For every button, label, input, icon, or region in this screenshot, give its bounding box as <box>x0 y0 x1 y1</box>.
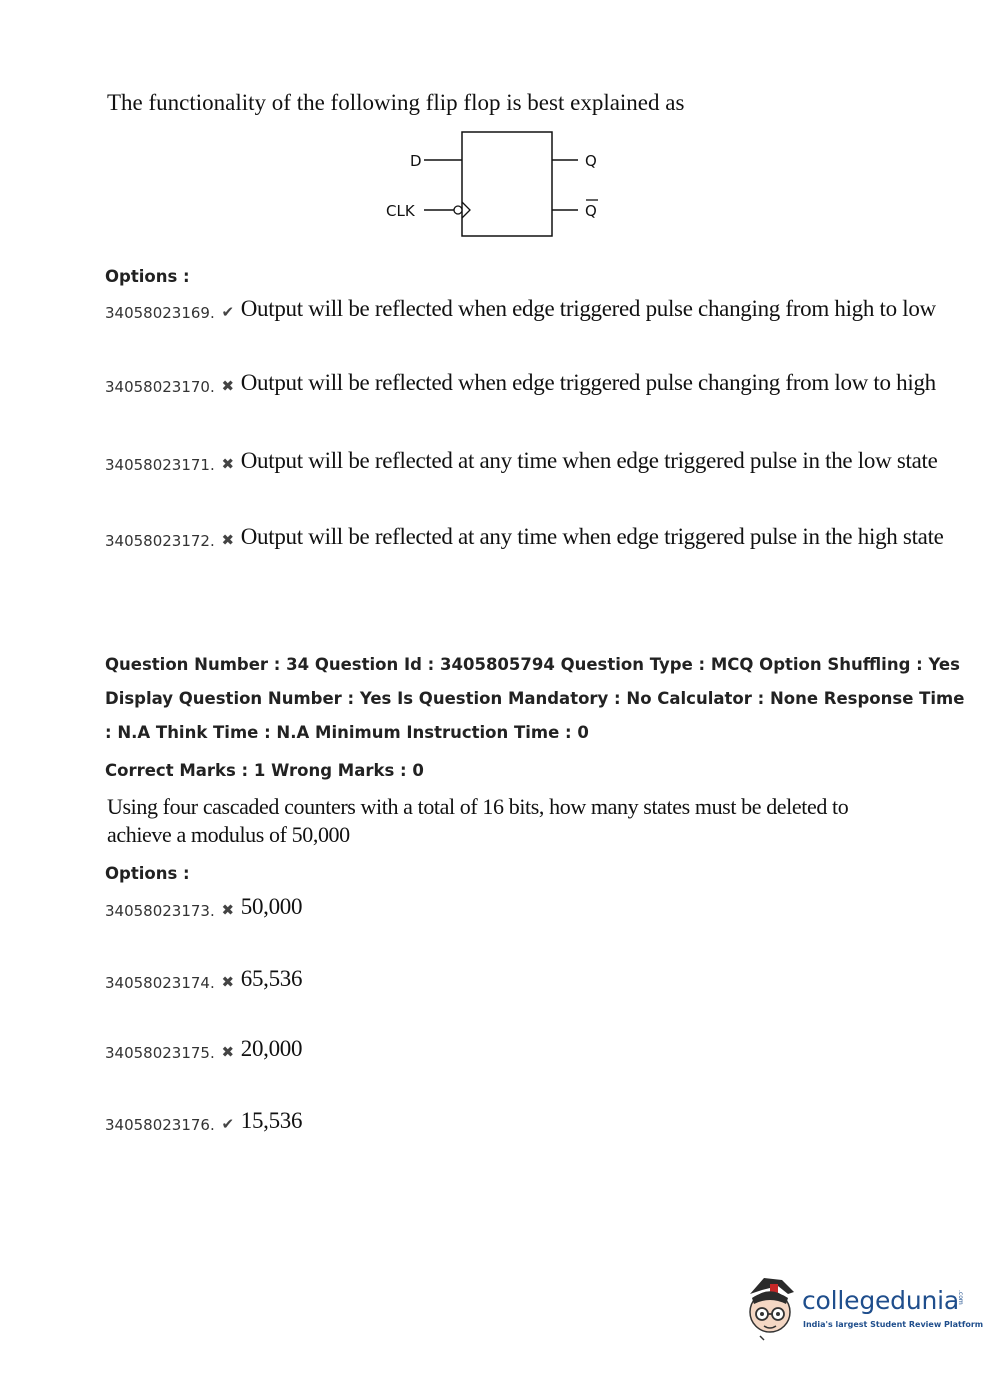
question-text-line: achieve a modulus of 50,000 <box>107 822 350 847</box>
logo-tagline: India's largest Student Review Platform <box>803 1320 984 1329</box>
clk-label: CLK <box>386 202 415 220</box>
option-id: 34058023173. <box>105 902 215 920</box>
option-text: 50,000 <box>240 894 303 919</box>
option-row <box>105 1036 302 1062</box>
logo-wordmark: collegedunia <box>802 1286 959 1315</box>
logo-domain-suffix: .com <box>957 1290 964 1305</box>
option-row <box>105 370 936 396</box>
correct-check-icon: ✔ <box>221 1115 235 1133</box>
question-meta-line: Display Question Number : Yes Is Question Mandatory : No Calculator : None Response Time <box>105 689 965 708</box>
option-id: 34058023175. <box>105 1044 215 1062</box>
option-text: Output will be reflected when edge triggered pulse changing from low to high <box>240 370 936 395</box>
option-id: 34058023169. <box>105 304 215 322</box>
question-text-line: Using four cascaded counters with a total of 16 bits, how many states must be deleted to <box>107 794 849 819</box>
option-text: Output will be reflected when edge triggered pulse changing from high to low <box>240 296 936 321</box>
wrong-cross-icon: ✖ <box>221 531 235 549</box>
option-id: 34058023171. <box>105 456 215 474</box>
option-id: 34058023176. <box>105 1116 215 1134</box>
option-row <box>105 966 302 992</box>
flip-flop-diagram <box>380 128 620 243</box>
option-id: 34058023174. <box>105 974 215 992</box>
option-id: 34058023172. <box>105 532 215 550</box>
mascot-icon <box>742 1272 802 1348</box>
option-text: Output will be reflected at any time when edge triggered pulse in the high state <box>240 524 944 549</box>
wrong-cross-icon: ✖ <box>221 455 235 473</box>
wrong-cross-icon: ✖ <box>221 901 235 919</box>
option-row <box>105 296 936 322</box>
question-meta-line: : N.A Think Time : N.A Minimum Instruction Time : 0 <box>105 723 589 742</box>
options-label: Options : <box>105 267 190 286</box>
option-id: 34058023170. <box>105 378 215 396</box>
question-meta-line: Question Number : 34 Question Id : 3405805794 Question Type : MCQ Option Shuffling : Yes <box>105 655 960 674</box>
wrong-cross-icon: ✖ <box>221 377 235 395</box>
option-text: 20,000 <box>240 1036 303 1061</box>
option-row <box>105 524 944 550</box>
wrong-cross-icon: ✖ <box>221 1043 235 1061</box>
option-text: Output will be reflected at any time when edge triggered pulse in the low state <box>240 448 938 473</box>
q-label: Q <box>585 152 597 170</box>
marks-line: Correct Marks : 1 Wrong Marks : 0 <box>105 761 424 780</box>
option-row <box>105 448 938 474</box>
option-text: 65,536 <box>240 966 303 991</box>
options-label: Options : <box>105 864 190 883</box>
correct-check-icon: ✔ <box>221 303 235 321</box>
wrong-cross-icon: ✖ <box>221 973 235 991</box>
option-row <box>105 894 302 920</box>
flip-flop-box <box>462 132 552 236</box>
qbar-label: Q <box>585 202 597 220</box>
collegedunia-logo <box>742 1272 984 1348</box>
clk-inversion-bubble <box>454 206 462 214</box>
question-text: The functionality of the following flip flop is best explained as <box>107 90 685 115</box>
question-text <box>107 793 848 849</box>
option-row <box>105 1108 302 1134</box>
clk-edge-triangle <box>462 202 470 218</box>
d-label: D <box>410 152 422 170</box>
option-text: 15,536 <box>240 1108 303 1133</box>
